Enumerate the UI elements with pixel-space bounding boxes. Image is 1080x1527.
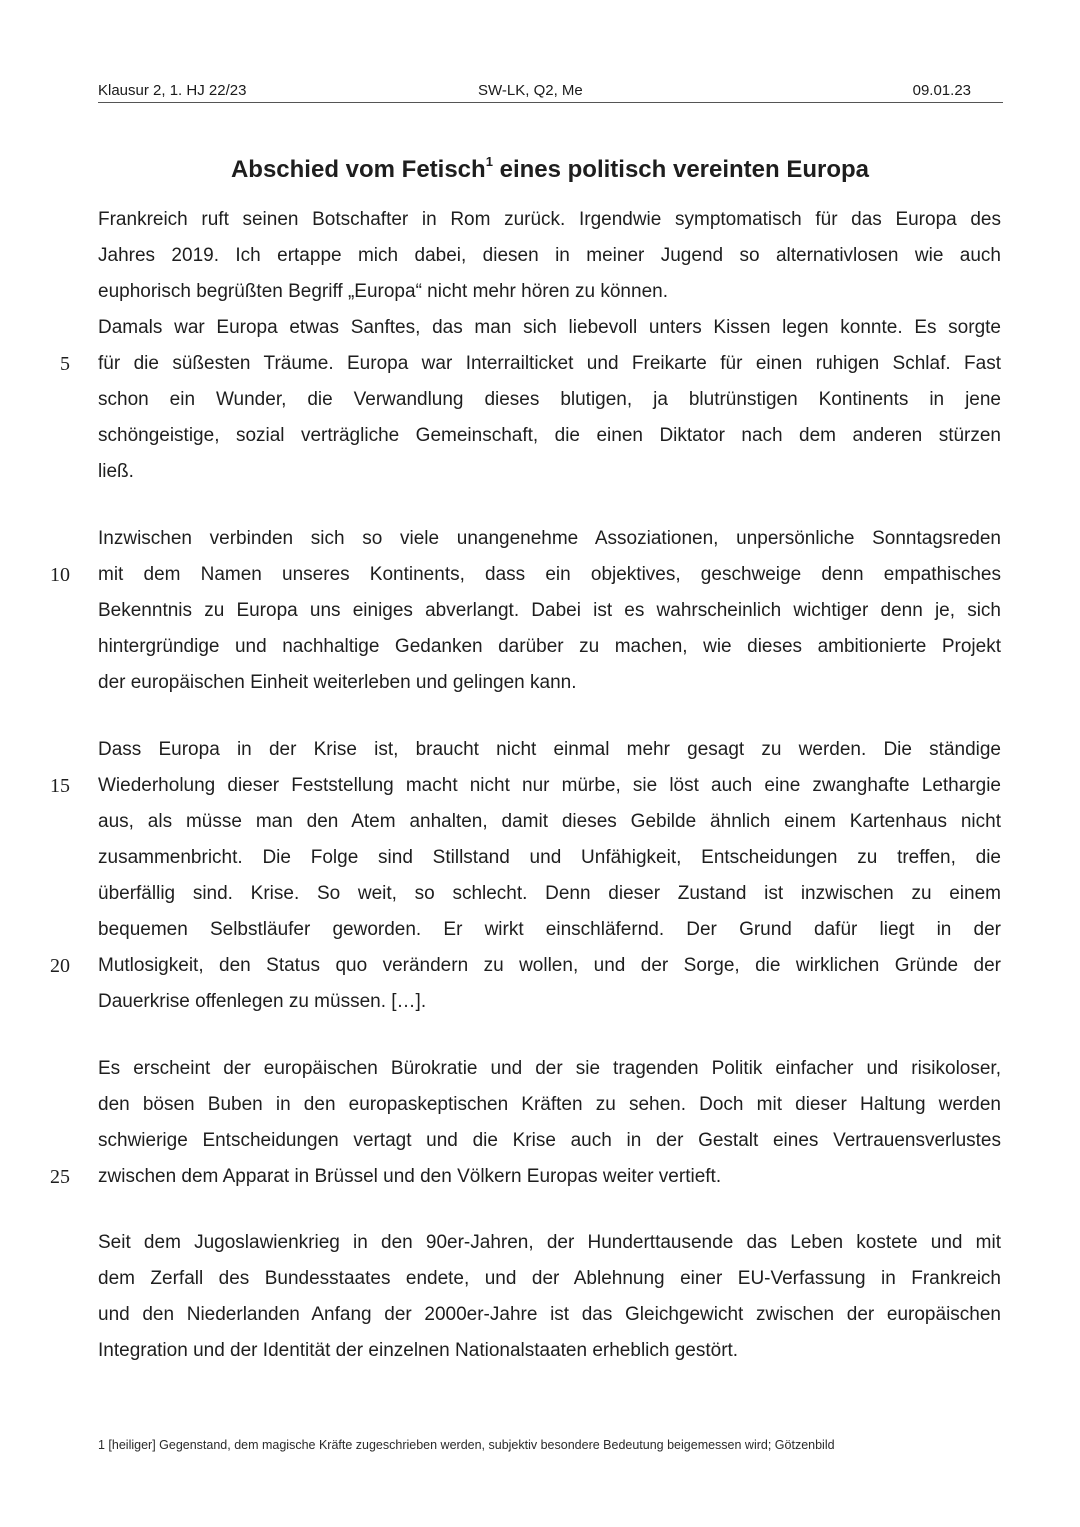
line-number: 25 [50, 1166, 70, 1188]
text-line: Bekenntnis zu Europa uns einiges abverlangt. Dabei ist es wahrscheinlich wichtiger denn je, sich [98, 600, 1001, 621]
course-label: SW-LK, Q2, Me [478, 82, 583, 99]
title-text: Abschied vom Fetisch [230, 156, 486, 183]
footnote-marker: 1 [485, 154, 493, 169]
text-line: mit dem Namen unseres Kontinents, dass ein objektives, geschweige denn empathisches [98, 564, 1001, 585]
text-line: überfällig sind. Krise. So weit, so schlecht. Denn dieser Zustand ist inzwischen zu einem [98, 883, 1001, 904]
text-line: Inzwischen verbinden sich so viele unangenehme Assoziationen, unpersönliche Sonntagsreden [98, 528, 1001, 549]
text-line: Mutlosigkeit, den Status quo verändern zu wollen, und der Sorge, die wirklichen Gründe der [98, 955, 1001, 976]
text-line: Jahres 2019. Ich ertappe mich dabei, diesen in meiner Jugend so alternativlosen wie auch [98, 245, 1001, 266]
text-line: der europäischen Einheit weiterleben und gelingen kann. [98, 672, 577, 693]
footnote: 1 [heiliger] Gegenstand, dem magische Kräfte zugeschrieben werden, subjektiv besondere Bedeutung beigemessen wird; Götzenbild [98, 1438, 835, 1452]
text-line: Integration und der Identität der einzelnen Nationalstaaten erheblich gestört. [98, 1340, 739, 1361]
text-line: Dauerkrise offenlegen zu müssen. […]. [98, 991, 427, 1012]
text-line: Wiederholung dieser Feststellung macht nicht nur mürbe, sie löst auch eine zwanghafte Lethargie [98, 775, 1001, 796]
text-line: Damals war Europa etwas Sanftes, das man sich liebevoll unters Kissen legen konnte. Es sorgte [98, 317, 1001, 338]
title-text-rest: eines politisch vereinten Europa [492, 156, 870, 183]
text-line: schwierige Entscheidungen vertagt und die Krise auch in der Gestalt eines Vertrauensverlustes [98, 1130, 1001, 1151]
line-number: 10 [50, 564, 70, 586]
text-line: zusammenbricht. Die Folge sind Stillstand und Unfähigkeit, Entscheidungen zu treffen, die [98, 847, 1001, 868]
text-line: schon ein Wunder, die Verwandlung dieses blutigen, ja blutrünstigen Kontinents in jene [98, 389, 1001, 410]
text-line: bequemen Selbstläufer geworden. Er wirkt einschläfernd. Der Grund dafür liegt in der [98, 919, 1001, 940]
text-line: ließ. [98, 461, 134, 482]
page-header [98, 82, 1003, 103]
text-line: zwischen dem Apparat in Brüssel und den Völkern Europas weiter vertieft. [98, 1166, 722, 1187]
text-line: schöngeistige, sozial verträgliche Gemeinschaft, die einen Diktator nach dem anderen stürzen [98, 425, 1001, 446]
text-line: Seit dem Jugoslawienkrieg in den 90er-Jahren, der Hunderttausende das Leben kostete und mit [98, 1232, 1001, 1253]
text-line: aus, als müsse man den Atem anhalten, damit dieses Gebilde ähnlich einem Kartenhaus nicht [98, 811, 1001, 832]
line-number: 5 [60, 353, 70, 375]
document-title [0, 156, 1080, 184]
text-line: hintergründige und nachhaltige Gedanken darüber zu machen, wie dieses ambitionierte Projekt [98, 636, 1001, 657]
text-line: Frankreich ruft seinen Botschafter in Rom zurück. Irgendwie symptomatisch für das Europa des [98, 209, 1001, 230]
text-line: dem Zerfall des Bundesstaates endete, und der Ablehnung einer EU-Verfassung in Frankreich [98, 1268, 1001, 1289]
text-line: euphorisch begrüßten Begriff „Europa“ nicht mehr hören zu können. [98, 281, 668, 302]
exam-label: Klausur 2, 1. HJ 22/23 [98, 82, 247, 99]
text-line: für die süßesten Träume. Europa war Interrailticket und Freikarte für einen ruhigen Schlaf. Fast [98, 353, 1001, 374]
text-line: den bösen Buben in den europaskeptischen Kräften zu sehen. Doch mit dieser Haltung werden [98, 1094, 1001, 1115]
text-line: Es erscheint der europäischen Bürokratie und der sie tragenden Politik einfacher und risikoloser, [98, 1058, 1001, 1079]
text-line: Dass Europa in der Krise ist, braucht nicht einmal mehr gesagt zu werden. Die ständige [98, 739, 1001, 760]
line-number: 20 [50, 955, 70, 977]
line-number: 15 [50, 775, 70, 797]
text-line: und den Niederlanden Anfang der 2000er-Jahre ist das Gleichgewicht zwischen der europäischen [98, 1304, 1001, 1325]
exam-date: 09.01.23 [912, 82, 971, 99]
